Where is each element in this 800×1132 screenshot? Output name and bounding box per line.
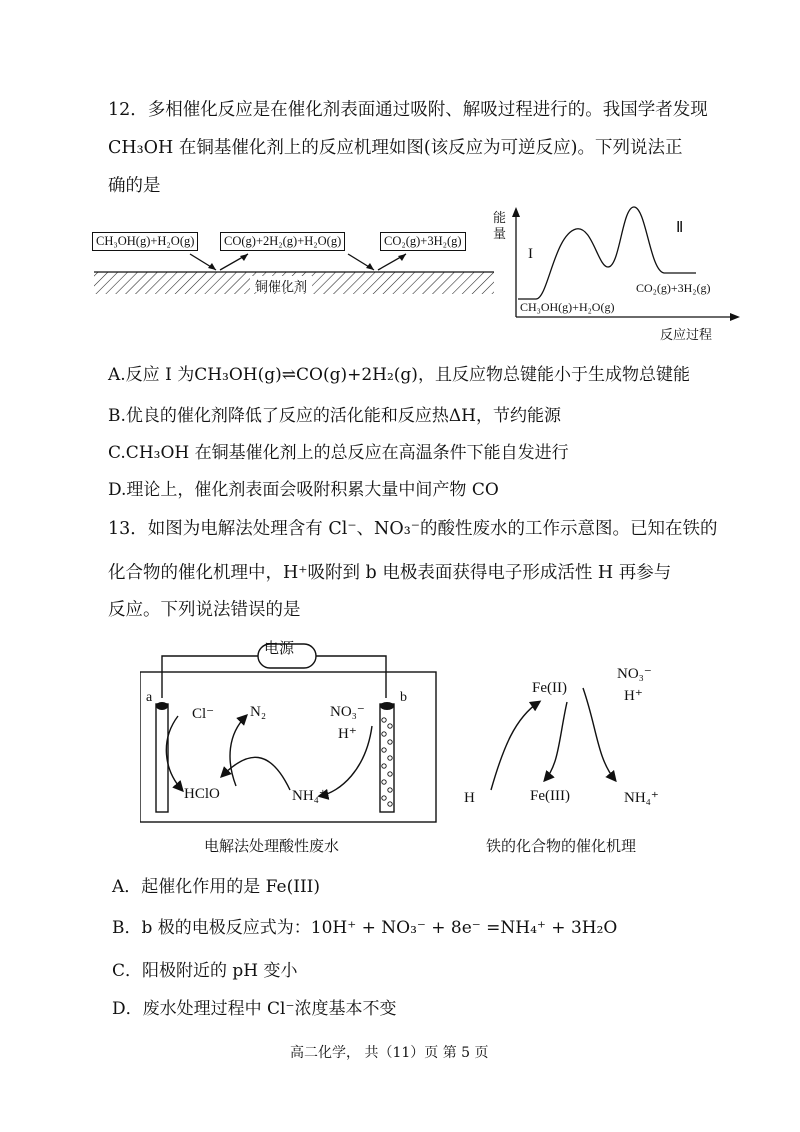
cl-ion-label: Cl⁻	[192, 706, 215, 722]
q13-option-b: B．b 极的电极反应式为：10H⁺ + NO₃⁻ + 8e⁻ =NH₄⁺ + 3H₂O	[112, 918, 618, 938]
h-ion-label: H⁺	[338, 726, 357, 742]
electrolysis-caption: 电解法处理酸性废水	[204, 839, 340, 855]
q12-line1: 12．多相催化反应是在催化剂表面通过吸附、解吸过程进行的。我国学者发现	[108, 100, 708, 120]
no3-ion-label: NO₃⁻	[330, 704, 365, 720]
q12-option-b: B.优良的催化剂降低了反应的活化能和反应热ΔH，节约能源	[108, 406, 561, 426]
reaction-axis-label: 反应过程	[660, 327, 713, 342]
energy-end-label: CO₂(g)+3H₂(g)	[636, 281, 711, 295]
q13-option-c: C．阳极附近的 pH 变小	[112, 961, 298, 981]
catalyst-label: 铜催化剂	[255, 279, 308, 294]
mech-h-label: H	[464, 790, 475, 806]
q12-box-reactants: CH₃OH(g)+H₂O(g)	[92, 232, 198, 251]
page-footer: 高二化学， 共（11）页 第 5 页	[290, 1045, 489, 1061]
label-II: Ⅱ	[676, 220, 684, 236]
nh4-label: NH₄⁺	[292, 788, 327, 804]
n2-label: N₂	[250, 704, 267, 720]
mech-nh4-label: NH₄⁺	[624, 790, 659, 806]
mechanism-caption: 铁的化合物的催化机理	[486, 839, 637, 855]
q13-line1: 13．如图为电解法处理含有 Cl⁻、NO₃⁻的酸性废水的工作示意图。已知在铁的	[108, 519, 718, 539]
q12-option-c: C.CH₃OH 在铜基催化剂上的总反应在高温条件下能自发进行	[108, 443, 569, 463]
mech-no3-label: NO₃⁻	[617, 666, 652, 682]
q12-box-intermediate: CO(g)+2H₂(g)+H₂O(g)	[220, 232, 345, 251]
q13-line3: 反应。下列说法错误的是	[108, 600, 301, 620]
q13-option-d: D．废水处理过程中 Cl⁻浓度基本不变	[112, 999, 397, 1019]
hclo-label: HClO	[184, 786, 220, 802]
q12-line2: CH₃OH 在铜基催化剂上的反应机理如图(该反应为可逆反应)。下列说法正	[108, 138, 683, 158]
label-I: I	[528, 246, 533, 262]
q13-line2: 化合物的催化机理中，H⁺吸附到 b 电极表面获得电子形成活性 H 再参与	[108, 563, 672, 583]
electrode-b-label: b	[400, 690, 407, 705]
energy-axis-label: 能量	[493, 210, 507, 241]
q13-option-a: A．起催化作用的是 Fe(III)	[112, 877, 321, 897]
fe3-label: Fe(III)	[530, 788, 570, 804]
electrode-a-label: a	[146, 690, 153, 705]
power-source-label: 电源	[264, 641, 295, 657]
fe2-label: Fe(II)	[532, 680, 567, 696]
q12-option-d: D.理论上，催化剂表面会吸附积累大量中间产物 CO	[108, 480, 499, 500]
energy-start-label: CH₃OH(g)+H₂O(g)	[520, 300, 615, 314]
q12-box-products: CO₂(g)+3H₂(g)	[380, 232, 466, 251]
mech-h-ion-label: H⁺	[624, 688, 643, 704]
q12-line3: 确的是	[108, 176, 161, 196]
q12-option-a: A.反应 I 为CH₃OH(g)⇌CO(g)+2H₂(g)，且反应物总键能小于生成物总键能	[108, 365, 690, 385]
